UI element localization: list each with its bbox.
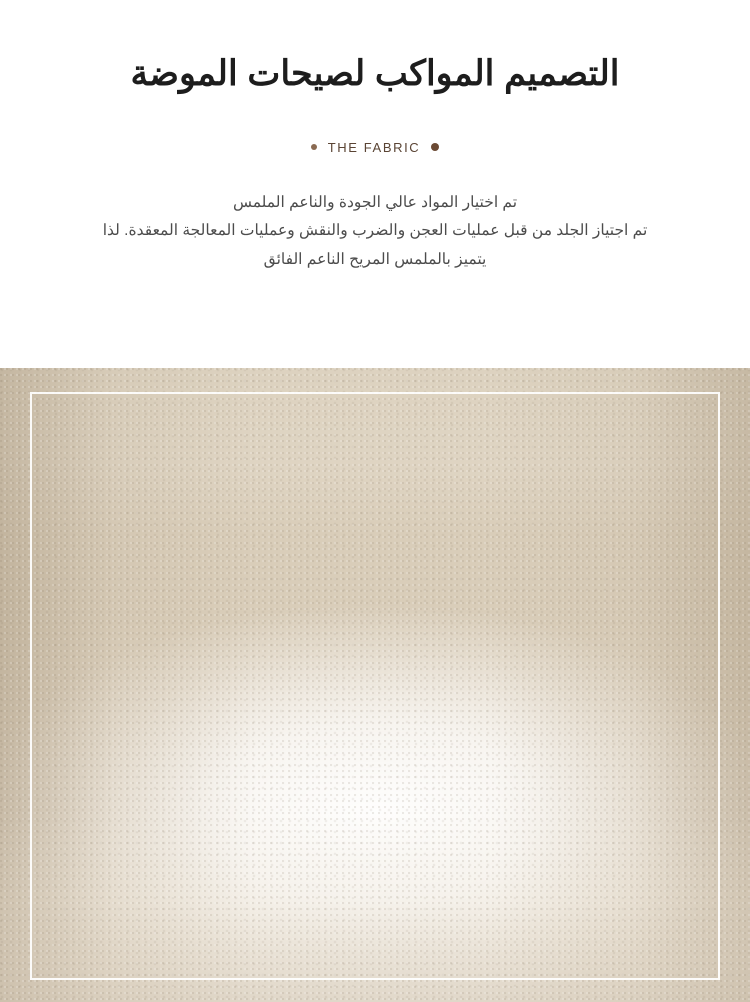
description-line: يتميز بالملمس المريح الناعم الفائق [263, 251, 487, 269]
divider-dot-left-icon [431, 143, 439, 151]
description-text [0, 189, 750, 275]
header-section [0, 0, 750, 275]
description-line: تم اجتياز الجلد من قبل عمليات العجن والضرب والنقش وعمليات المعالجة المعقدة. لذا [102, 222, 648, 240]
section-label: THE FABRIC [327, 139, 421, 155]
section-divider [0, 140, 750, 155]
description-line: تم اختيار المواد عالي الجودة والناعم الملمس [232, 193, 518, 211]
photo-grain-texture-secondary [0, 368, 750, 1002]
divider-dot-right-icon [311, 144, 317, 150]
page-title: التصميم المواكب لصيحات الموضة [130, 54, 620, 93]
leather-texture-photo [0, 368, 750, 1002]
